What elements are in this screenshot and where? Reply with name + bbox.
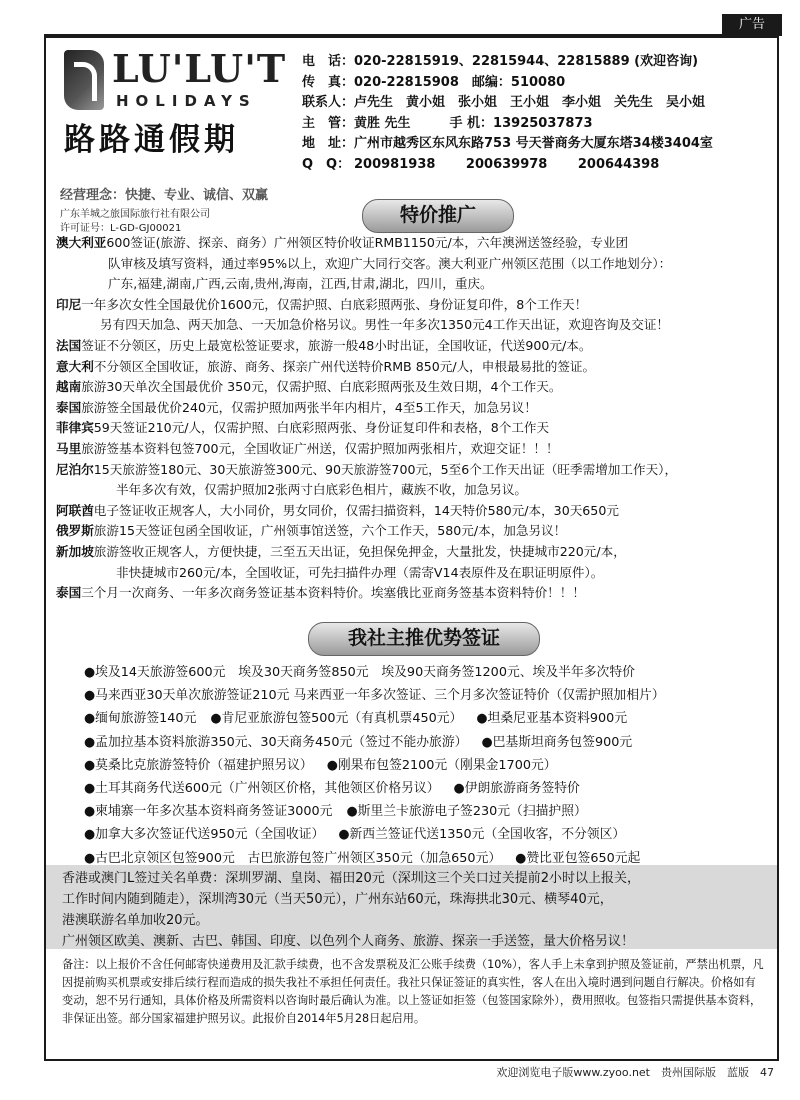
ad-label-tag: 广告 <box>722 14 782 36</box>
offer-text: 队审核及填写资料，通过率95%以上，欢迎广大同行交客。澳大利亚广州领区范围（以工作地划分）： <box>108 255 672 271</box>
hk-macau-line: 港澳联游名单加收20元。 <box>62 913 209 928</box>
license-number: 许可证号：L-GD-GJ00021 <box>60 223 182 234</box>
offer-text: 三个月一次商务、一年多次商务签证基本资料特价。埃塞俄比亚商务签基本资料特价！！！ <box>81 585 585 601</box>
offer-country: 阿联酋 <box>56 502 94 518</box>
visa-bullet-row <box>84 661 774 684</box>
offer-text: 签证不分领区，历史上最宽松签证要求，旅游一般48小时出证，全国收证，代送900元/本。 <box>81 337 592 353</box>
offer-line <box>56 520 771 541</box>
special-offers-list <box>56 232 771 603</box>
hk-macau-line: 工作时间内随到随走），深圳湾30元（当天50元），广州东站60元，珠海拱北30元、横琴40元， <box>62 892 613 907</box>
advertisement-frame <box>44 36 779 1061</box>
offer-country: 法国 <box>56 337 82 353</box>
contact-value: 黄胜 先生 手 机：13925037873 <box>354 115 593 131</box>
contact-info <box>302 50 772 173</box>
offer-line <box>56 562 771 583</box>
offer-text: 广东,福建,湖南,广西,云南,贵州,海南，江西,甘肃,湖北，四川，重庆。 <box>108 276 493 292</box>
logo-chinese-name: 路路通假期 <box>64 122 239 158</box>
contact-value: 卢先生 黄小姐 张小姐 王小姐 李小姐 关先生 吴小姐 <box>354 95 706 110</box>
offer-line <box>56 232 771 253</box>
visa-bullet-item: ●马来西亚30天单次旅游签证210元 马来西亚一年多次签证、三个月多次签证特价（仅需护照加相片） <box>84 688 665 704</box>
logo-brand-text: LU'LU'T <box>112 46 287 91</box>
visa-bullet-item: ●巴基斯坦商务包签900元 <box>481 734 633 750</box>
offer-text: 旅游30天单次全国最优价 350元，仅需护照、白底彩照两张及生效日期，4个工作天。 <box>81 379 562 395</box>
contact-value: 200981938 200639978 200644398 <box>354 156 660 172</box>
offer-country: 俄罗斯 <box>56 523 94 539</box>
visa-bullet-item: ●斯里兰卡旅游电子签230元（扫描护照） <box>346 804 587 820</box>
visa-bullet-item: ●伊朗旅游商务签特价 <box>453 780 580 796</box>
offer-text: 旅游15天签证包函全国收证，广州领事馆送签，六个工作天，580元/本，加急另议！ <box>93 523 567 539</box>
contact-row <box>302 91 772 112</box>
contact-row <box>302 71 772 92</box>
visa-bullet-item: ●肯尼亚旅游包签500元（有真机票450元） <box>210 711 463 727</box>
offer-text: 旅游签基本资料包签700元，全国收证广州送，仅需护照加两张相片，欢迎交证！！！ <box>81 440 559 456</box>
remarks-note: 备注：以上报价不含任何邮寄快递费用及汇款手续费，也不含发票税及汇公账手续费（10%），客人手上未拿到护照及签证前，严禁出机票，凡因提前购买机票或安排后续行程而造成的损失我社不承担任何责任。我社只保证签证的真实性，客人在出入境时遇到问题自行解决。价格如有变动，恕不另行通知，具体价格及所需资料以咨询时最后确认为准。以上签证如拒签（包签国家除外），费用照收。包签指只需提供基本资料，非保证出签。部分国家福建护照另议。此报价自2014年5月28日起启用。 <box>62 958 764 1025</box>
offer-line <box>56 376 771 397</box>
contact-row <box>302 50 772 71</box>
visa-bullet-item: ●新西兰签证代送1350元（全国收客，不分领区） <box>338 827 626 843</box>
offer-text: 另有四天加急、两天加急、一天加急价格另议。男性一年多次1350元4工作天出证，欢迎咨询及交证！ <box>100 317 670 333</box>
visa-bullet-row <box>84 800 774 823</box>
offer-line <box>56 541 771 562</box>
hk-macau-info-lines <box>62 867 772 951</box>
offer-country: 菲律宾 <box>56 420 94 436</box>
visa-bullet-row <box>84 731 774 754</box>
offer-line <box>56 500 771 521</box>
offer-text: 15天旅游签180元、30天旅游签300元、90天旅游签700元，5至6个工作天出证（旺季需增加工作天）， <box>93 461 678 477</box>
offer-line <box>56 438 771 459</box>
offer-line <box>56 294 771 315</box>
offer-text: 旅游签收正规客人，方便快捷，三至五天出证，免担保免押金，大量批发，快捷城市220元/本， <box>93 543 626 559</box>
visa-bullet-item: ●坦桑尼亚基本资料900元 <box>476 711 628 727</box>
offer-country: 泰国 <box>56 399 82 415</box>
visa-bullet-row <box>84 823 774 846</box>
offer-country: 新加坡 <box>56 543 94 559</box>
section-title-featured-visas: 我社主推优势签证 <box>308 622 540 656</box>
offer-line <box>56 335 771 356</box>
offer-country: 澳大利亚 <box>56 235 107 250</box>
offer-country: 马里 <box>56 440 82 456</box>
offer-line <box>56 459 771 480</box>
offer-line <box>56 253 771 274</box>
offer-line <box>56 273 771 294</box>
contact-value: 020-22815908 邮编：510080 <box>354 74 566 90</box>
hk-macau-line: 香港或澳门L签过关名单费：深圳罗湖、皇岗、福田20元（深圳这三个关口过关提前2小时以上报关， <box>62 871 641 886</box>
visa-bullet-row <box>84 707 774 730</box>
contact-label: 传 真： <box>302 74 355 90</box>
visa-bullet-item: ●加拿大多次签证代送950元（全国收证） <box>84 827 325 843</box>
visa-bullet-item: ●孟加拉基本资料旅游350元、30天商务450元（签过不能办旅游） <box>84 734 468 750</box>
visa-bullet-item: ●莫桑比克旅游签特价（福建护照另议） <box>84 757 313 773</box>
offer-text: 一年多次女性全国最优价1600元，仅需护照、白底彩照两张、身份证复印件，8个工作天！ <box>81 296 588 312</box>
offer-line <box>56 314 771 335</box>
visa-bullet-item: ●埃及14天旅游签600元 埃及30天商务签850元 埃及90天商务签1200元、埃及半年多次特价 <box>84 665 635 680</box>
contact-value: 020-22815919、22815944、22815889 (欢迎咨询) <box>354 54 699 69</box>
page-footer: 欢迎浏览电子版www.zyoo.net 贵州国际版 蓝版 47 <box>496 1066 774 1079</box>
offer-text: 电子签证收正规客人，大小同价，男女同价，仅需扫描资料，14天特价580元/本，30天650元 <box>93 502 619 518</box>
featured-visa-list <box>84 661 774 870</box>
logo-emblem-icon <box>64 50 104 110</box>
contact-label: Q Q： <box>302 156 351 172</box>
logo-brand-sub: HOLIDAYS <box>116 92 257 110</box>
contact-label: 地 址： <box>302 136 355 151</box>
visa-bullet-item: ●缅甸旅游签140元 <box>84 711 197 727</box>
contact-row <box>302 112 772 133</box>
visa-bullet-row <box>84 754 774 777</box>
contact-row <box>302 132 772 153</box>
offer-country: 泰国 <box>56 585 82 601</box>
visa-bullet-row <box>84 684 774 707</box>
offer-text: 600签证(旅游、探亲、商务）广州领区特价收证RMB1150元/本，六年澳洲送签经验，专业团 <box>106 235 629 250</box>
offer-text: 半年多次有效，仅需护照加2张两寸白底彩色相片，藏族不收，加急另议。 <box>116 482 528 498</box>
contact-label: 电 话： <box>302 54 355 69</box>
offer-text: 不分领区全国收证，旅游、商务、探亲广州代送特价RMB 850元/人，申根最易批的签证。 <box>93 358 596 374</box>
offer-country: 印尼 <box>56 296 82 312</box>
offer-country: 越南 <box>56 379 82 395</box>
offer-country: 尼泊尔 <box>56 461 94 477</box>
offer-line <box>56 397 771 418</box>
visa-bullet-item: ●土耳其商务代送600元（广州领区价格，其他领区价格另议） <box>84 780 440 796</box>
offer-text: 59天签证210元/人，仅需护照、白底彩照两张、身份证复印件和表格，8个工作天 <box>93 420 550 436</box>
visa-bullet-row <box>84 777 774 800</box>
contact-value: 广州市越秀区东风东路753 号天誉商务大厦东塔34楼3404室 <box>354 136 713 151</box>
visa-bullet-item: ●刚果布包签2100元（刚果金1700元） <box>326 757 557 773</box>
offer-text: 旅游签全国最优价240元，仅需护照加两张半年内相片，4至5工作天，加急另议！ <box>81 399 537 415</box>
offer-line <box>56 417 771 438</box>
company-logo <box>60 46 287 176</box>
offer-country: 意大利 <box>56 358 94 374</box>
business-philosophy: 经营理念：快捷、专业、诚信、双赢 <box>60 188 269 203</box>
company-name: 广东羊城之旅国际旅行社有限公司 <box>60 209 210 220</box>
offer-line <box>56 356 771 377</box>
contact-label: 主 管： <box>302 115 355 131</box>
contact-label: 联系人： <box>302 95 355 110</box>
offer-line <box>56 582 771 603</box>
visa-bullet-item: ●柬埔寨一年多次基本资料商务签证3000元 <box>84 804 333 820</box>
offer-line <box>56 479 771 500</box>
hk-macau-line: 广州领区欧美、澳新、古巴、韩国、印度、以色列个人商务、旅游、探亲一手送签，量大价格另议！ <box>62 934 635 949</box>
contact-row <box>302 153 772 174</box>
offer-text: 非快捷城市260元/本，全国收证，可先扫描件办理（需寄V14表原件及在职证明原件）。 <box>116 564 604 580</box>
section-title-special-offers: 特价推广 <box>362 199 514 233</box>
visa-bullet-item: ●古巴北京领区包签900元 古巴旅游包签广州领区350元（加急650元） <box>84 850 502 866</box>
visa-bullet-item: ●赞比亚包签650元起 <box>515 850 641 866</box>
